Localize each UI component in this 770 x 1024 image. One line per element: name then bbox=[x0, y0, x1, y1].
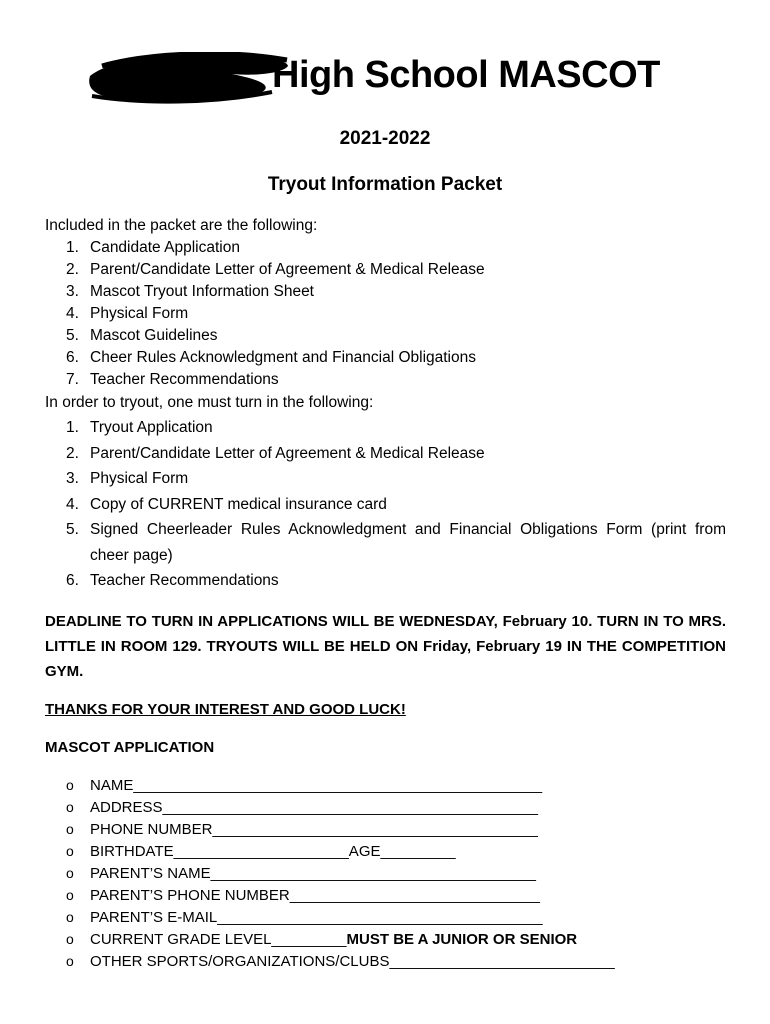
document-header bbox=[0, 52, 770, 104]
included-list bbox=[0, 239, 770, 393]
field-other-activities[interactable]: o OTHER SPORTS/ORGANIZATIONS/CLUBS___________________________ bbox=[66, 953, 615, 970]
list-item: 2. Parent/Candidate Letter of Agreement & Medical Release bbox=[66, 261, 485, 278]
field-grade-level[interactable]: o CURRENT GRADE LEVEL_________MUST BE A JUNIOR OR SENIOR bbox=[66, 931, 578, 948]
list-item: 4. Copy of CURRENT medical insurance card bbox=[66, 495, 387, 513]
page-title: High School MASCOT bbox=[272, 54, 660, 96]
deadline-notice: DEADLINE TO TURN IN APPLICATIONS WILL BE WEDNESDAY, February 10. TURN IN TO MRS. LITTLE IN ROOM 129. TRYOUTS WILL BE HELD ON Friday, February 19 IN THE COMPETITION GYM. bbox=[45, 613, 726, 680]
list-item: 5. Signed Cheerleader Rules Acknowledgment and Financial Obligations Form (print from bbox=[66, 521, 726, 538]
list-item: 1. Candidate Application bbox=[66, 239, 240, 256]
required-list bbox=[0, 419, 770, 598]
thanks-message: THANKS FOR YOUR INTEREST AND GOOD LUCK! bbox=[45, 701, 406, 718]
application-fields bbox=[0, 777, 770, 975]
packet-title: Tryout Information Packet bbox=[267, 174, 503, 195]
application-title: MASCOT APPLICATION bbox=[45, 739, 215, 756]
redaction-scribble bbox=[82, 52, 292, 104]
list-item: 2. Parent/Candidate Letter of Agreement & Medical Release bbox=[66, 444, 485, 462]
list-item: 6. Teacher Recommendations bbox=[66, 572, 279, 589]
grade-requirement-note: MUST BE A JUNIOR OR SENIOR bbox=[346, 931, 578, 948]
list-item: 4. Physical Form bbox=[66, 305, 189, 322]
list-item: 5. Mascot Guidelines bbox=[66, 327, 218, 344]
field-birthdate-age[interactable]: o BIRTHDATE_____________________AGE_________ bbox=[66, 843, 456, 860]
field-parent-phone[interactable]: o PARENT’S PHONE NUMBER______________________________ bbox=[66, 887, 541, 904]
list-item: 6. Cheer Rules Acknowledgment and Financial Obligations bbox=[66, 349, 476, 366]
list-item-continuation: cheer page) bbox=[90, 546, 173, 564]
required-intro: In order to tryout, one must turn in the following: bbox=[45, 394, 374, 411]
field-parent-email[interactable]: o PARENT’S E-MAIL_______________________________________ bbox=[66, 909, 543, 926]
list-item: 1. Tryout Application bbox=[66, 419, 213, 436]
school-year: 2021-2022 bbox=[339, 128, 431, 149]
list-item: 3. Physical Form bbox=[66, 470, 189, 487]
list-item: 3. Mascot Tryout Information Sheet bbox=[66, 283, 314, 300]
field-name[interactable]: o NAME_________________________________________________ bbox=[66, 777, 543, 794]
included-intro: Included in the packet are the following: bbox=[45, 217, 318, 234]
field-address[interactable]: o ADDRESS_____________________________________________ bbox=[66, 799, 538, 816]
field-phone[interactable]: o PHONE NUMBER_______________________________________ bbox=[66, 821, 538, 838]
list-item: 7. Teacher Recommendations bbox=[66, 371, 279, 388]
field-parent-name[interactable]: o PARENT’S NAME_______________________________________ bbox=[66, 865, 536, 882]
